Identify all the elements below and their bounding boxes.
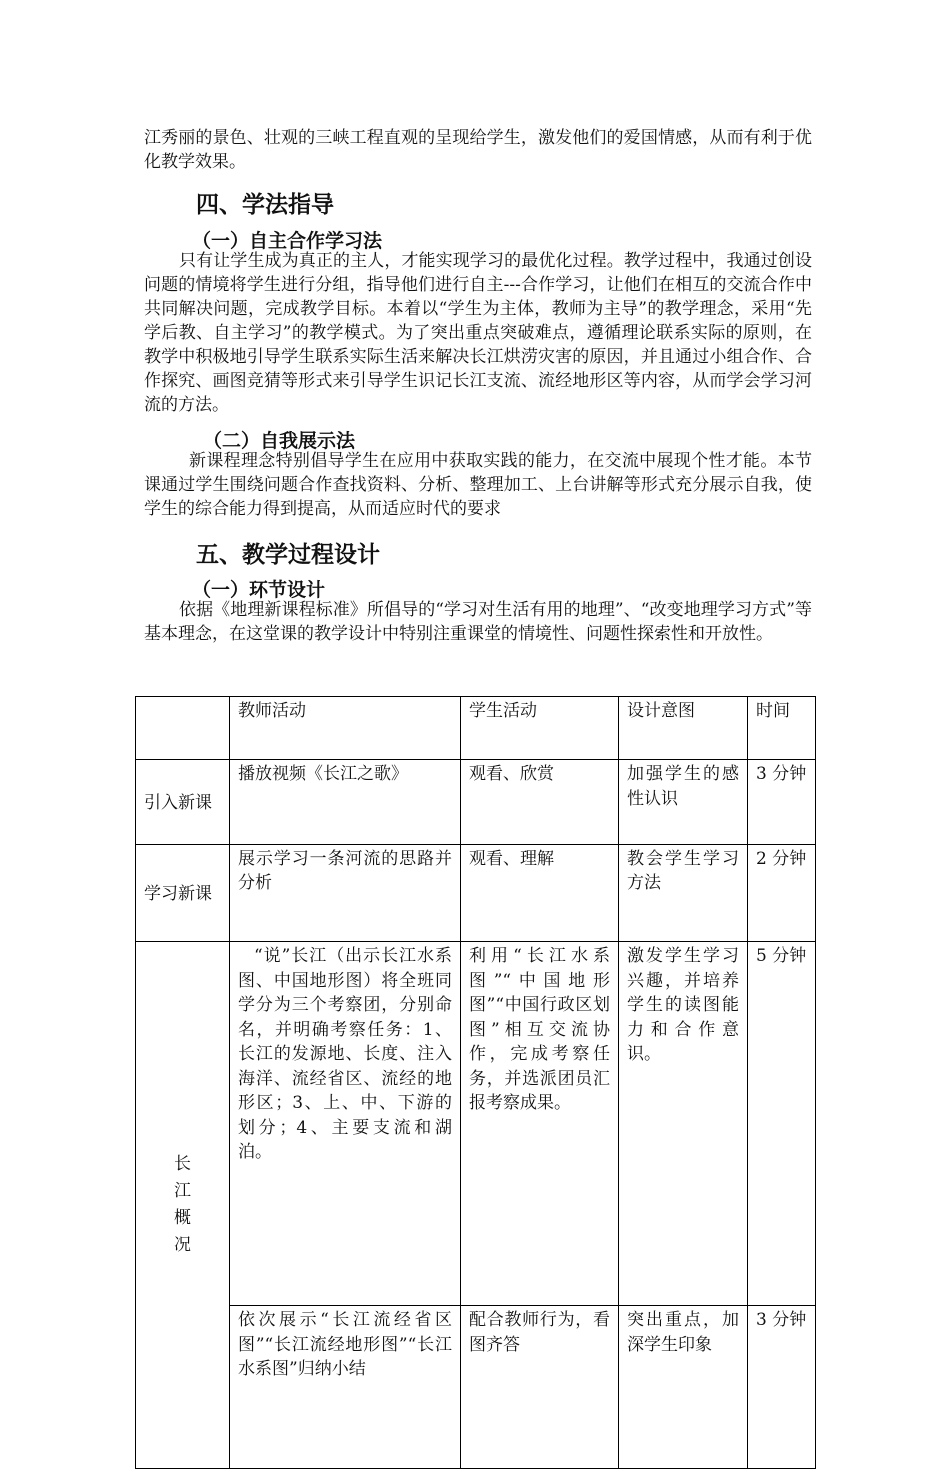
section5-sub1-text: 依据《地理新课程标准》所倡导的“学习对生活有用的地理”、“改变地理学习方式”等基本理念，在这堂课的教学设计中特别注重课堂的情境性、问题性探索性和开放性。	[144, 600, 812, 644]
table-header-row	[136, 697, 816, 760]
time-cell: 5 分钟	[748, 942, 816, 1306]
table-row	[136, 760, 816, 845]
teacher-cell: 播放视频《长江之歌》	[230, 760, 461, 845]
stage-cell-vertical	[136, 942, 230, 1469]
section4-sub2-heading: （二）自我展示法	[203, 430, 356, 452]
table-row	[136, 942, 816, 1306]
intent-cell: 突出重点，加深学生印象	[619, 1306, 748, 1469]
time-cell: 3 分钟	[748, 760, 816, 845]
teacher-cell: 依次展示“长江流经省区图”“长江流经地形图”“长江水系图”归纳小结	[230, 1306, 461, 1469]
student-cell: 观看、理解	[461, 844, 619, 942]
section4-sub1-heading: （一）自主合作学习法	[192, 230, 383, 252]
time-cell: 2 分钟	[748, 844, 816, 942]
header-design-intent: 设计意图	[619, 697, 748, 760]
teacher-cell: “说”长江（出示长江水系图、中国地形图）将全班同学分为三个考察团，分别命名，并明确考察任务：1、长江的发源地、长度、注入海洋、流经省区、流经的地形区；3、上、中、下游的划分；4、主要支流和湖泊。	[230, 942, 461, 1306]
time-cell: 3 分钟	[748, 1306, 816, 1469]
section5-heading: 五、教学过程设计	[196, 542, 380, 568]
header-time: 时间	[748, 697, 816, 760]
table-row	[136, 1306, 816, 1469]
intent-cell: 加强学生的感性认识	[619, 760, 748, 845]
student-cell: 观看、欣赏	[461, 760, 619, 845]
intent-cell: 教会学生学习方法	[619, 844, 748, 942]
lesson-plan-table	[135, 696, 816, 1469]
intent-cell: 激发学生学习兴趣，并培养学生的读图能力和合作意识。	[619, 942, 748, 1306]
header-teacher-activity: 教师活动	[230, 697, 461, 760]
intro-paragraph: 江秀丽的景色、壮观的三峡工程直观的呈现给学生，激发他们的爱国情感，从而有利于优化教学效果。	[144, 128, 812, 172]
header-cell-empty	[136, 697, 230, 760]
stage-cell: 学习新课	[136, 844, 230, 942]
stage-label: 长江概况	[174, 1154, 191, 1256]
section4-heading: 四、学法指导	[196, 192, 334, 218]
teacher-cell: 展示学习一条河流的思路并分析	[230, 844, 461, 942]
section4-sub2-text: 新课程理念特别倡导学生在应用中获取实践的能力，在交流中展现个性才能。本节课通过学生围绕问题合作查找资料、分析、整理加工、上台讲解等形式充分展示自我，使学生的综合能力得到提高，从而适应时代的要求	[144, 451, 812, 519]
section4-sub1-text: 只有让学生成为真正的主人，才能实现学习的最优化过程。教学过程中，我通过创设问题的情境将学生进行分组，指导他们进行自主---合作学习，让他们在相互的交流合作中共同解决问题，完成教学目标。本着以“学生为主体，教师为主导”的教学理念，采用“先学后教、自主学习”的教学模式。为了突出重点突破难点，遵循理论联系实际的原则，在教学中积极地引导学生联系实际生活来解决长江烘涝灾害的原因，并且通过小组合作、合作探究、画图竞猜等形式来引导学生识记长江支流、流经地形区等内容，从而学会学习河流的方法。	[144, 251, 812, 415]
section5-sub1-heading: （一）环节设计	[192, 579, 326, 601]
header-student-activity: 学生活动	[461, 697, 619, 760]
table-row	[136, 844, 816, 942]
student-cell: 利用“长江水系图”“中国地形图”“中国行政区划图”相互交流协作，完成考察任务，并选派团员汇报考察成果。	[461, 942, 619, 1306]
stage-cell: 引入新课	[136, 760, 230, 845]
student-cell: 配合教师行为，看图齐答	[461, 1306, 619, 1469]
